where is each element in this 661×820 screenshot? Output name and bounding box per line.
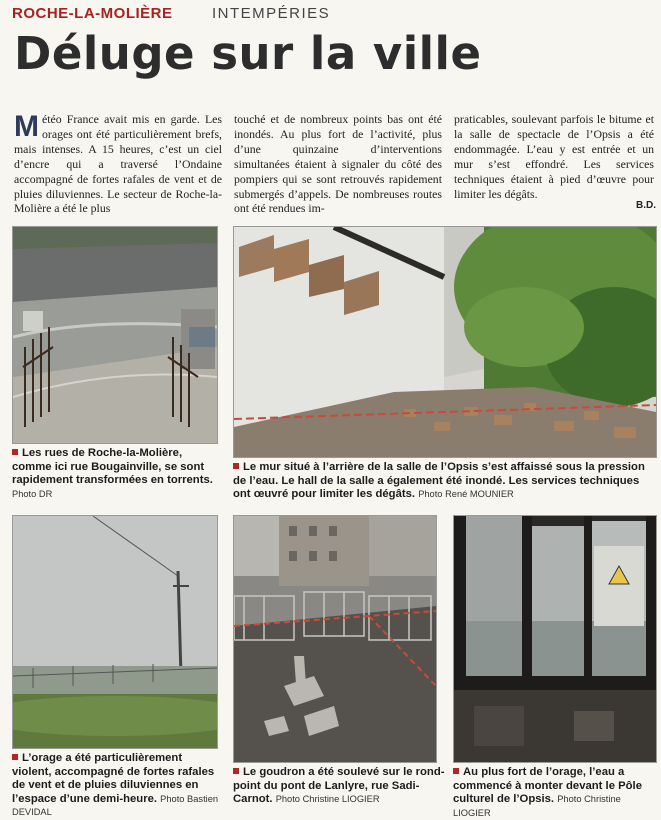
photo-stormy-sky — [12, 515, 218, 749]
caption-5-text: Au plus fort de l’orage, l’eau a commencé à monter devant le Pôle culturel de l’Opsis. — [453, 766, 642, 805]
caption-bullet — [12, 449, 18, 455]
caption-bullet — [233, 768, 239, 774]
section-label: INTEMPÉRIES — [212, 5, 331, 22]
caption-3-credit: Photo Bastien DEVIDAL — [12, 793, 219, 817]
caption-4-text: Le goudron a été soulevé sur le rond-point du pont de Lanlyre, rue Sadi-Carnot. — [233, 766, 445, 805]
caption-bullet — [453, 768, 459, 774]
article-text-1: étéo France avait mis en garde. Les orages ont été particulièrement brefs, mais intenses. A 15 heures, c’est un ciel d’encre qui a traversé l’Ondaine accompagné de fortes rafales de vent et de pluies diluviennes. Le secteur de Roche-la-Molière a été le plus — [14, 112, 222, 216]
byline: B.D. — [636, 200, 656, 211]
caption-4-credit: Photo Christine LIOGIER — [275, 794, 380, 804]
article-column-3: praticables, soulevant parfois le bitume et la salle de spectacle de l’Opsis a été endommagée. L’eau y est entrée et un mur s’est effondré. Les services techniques étaient à pied d’œuvre pour limiter les dégâts. — [454, 112, 654, 201]
caption-bullet — [233, 463, 239, 469]
caption-1 — [12, 447, 222, 501]
dropcap: M — [14, 110, 39, 143]
caption-1-credit: Photo DR — [12, 488, 53, 499]
photo-flooded-street — [12, 226, 218, 444]
article-column-2: touché et de nombreux points bas ont été inondés. Au plus fort de l’activité, plus d’une quinzaine d’interventions simultanées étaient à signaler du côté des pompiers qui se sont retrouvés rapidement submergés d’appels. De nombreuses routes ont été rendues im- — [234, 112, 442, 216]
caption-2-text: Le mur situé à l’arrière de la salle de l’Opsis s’est affaissé sous la pression de l’eau. Le hall de la salle a également été inondé. Les services techniques ont œuvré pour limiter les dégâts. — [233, 461, 645, 500]
caption-bullet — [12, 754, 18, 760]
caption-3-text: L’orage a été particulièrement violent, accompagné de fortes rafales de vent et de pluies diluviennes en l’espace d’une demi-heure. — [12, 752, 215, 805]
photo-collapsed-wall — [233, 226, 657, 458]
headline: Déluge sur la ville — [14, 27, 482, 80]
caption-5-credit: Photo Christine LIOGIER — [453, 794, 621, 818]
caption-2-credit: Photo René MOUNIER — [418, 489, 514, 499]
photo-opsis-water — [453, 515, 657, 763]
caption-3 — [12, 752, 222, 820]
article-column-1 — [14, 112, 222, 216]
caption-4 — [233, 766, 447, 807]
caption-1-text: Les rues de Roche-la-Molière, comme ici rue Bougainville, se sont rapidement transformées en torrents. — [12, 447, 213, 486]
caption-2 — [233, 461, 657, 502]
kicker: ROCHE-LA-MOLIÈRE — [12, 5, 173, 22]
photo-lifted-asphalt — [233, 515, 437, 763]
